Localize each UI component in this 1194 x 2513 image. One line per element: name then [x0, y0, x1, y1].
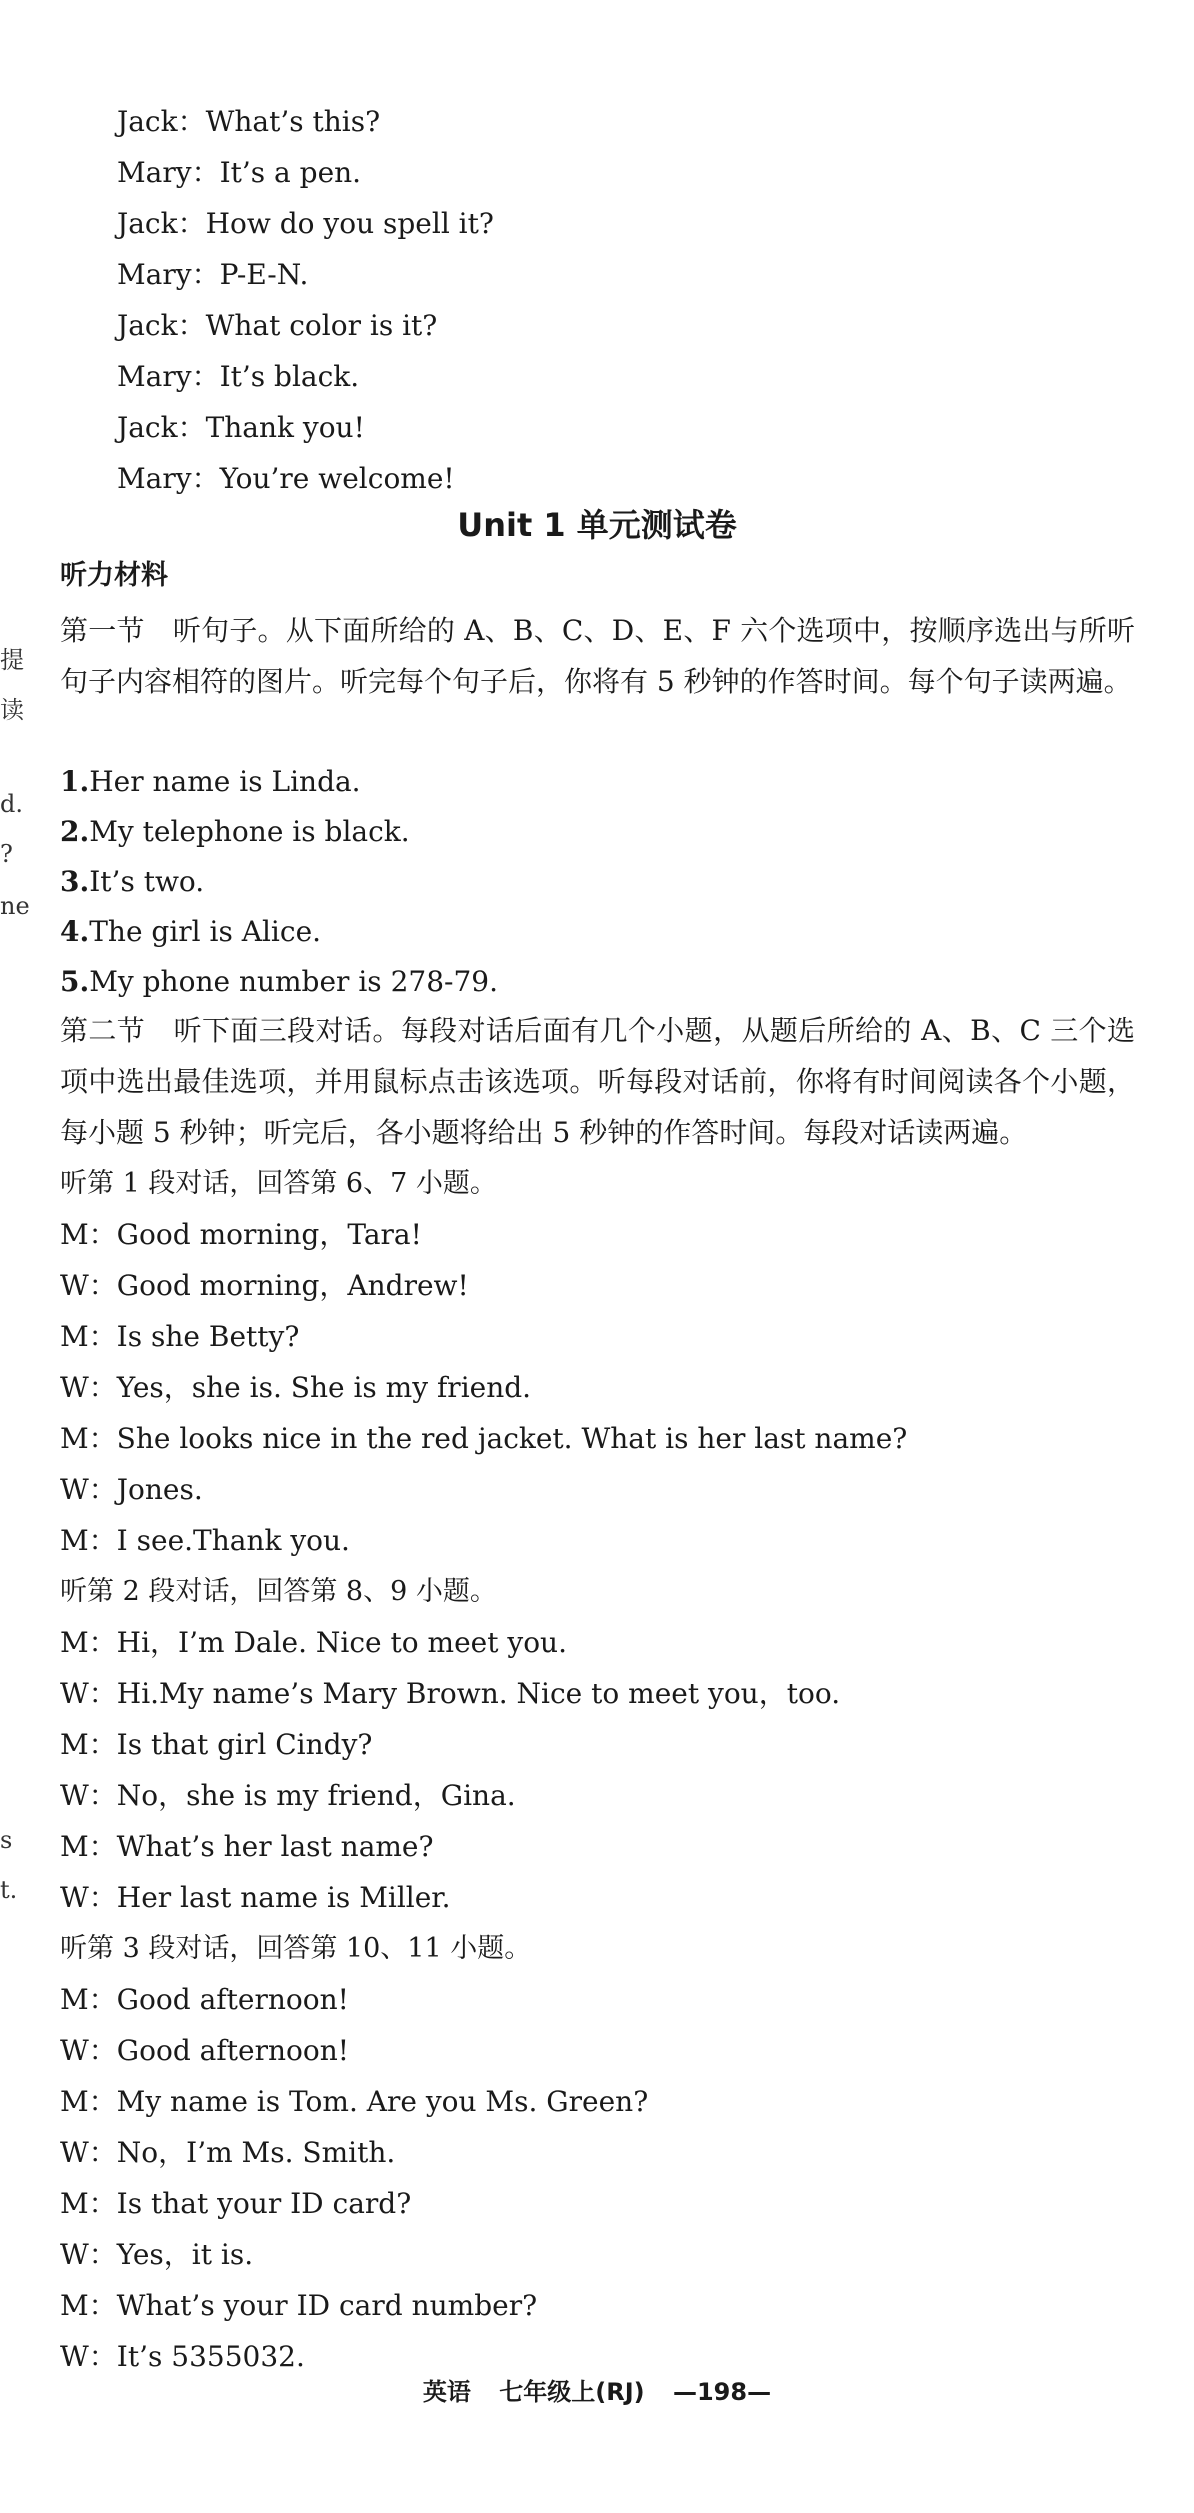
dialogue-line: M：Hi，I’m Dale. Nice to meet you. [60, 1626, 567, 1659]
margin-fragment: ne [0, 892, 30, 920]
section2-dialogues [60, 1158, 1135, 2382]
section1-items [60, 757, 1135, 1007]
section-heading: 听力材料 [60, 560, 168, 591]
dialogue-line: Jack：How do you spell it? [117, 207, 494, 240]
dialogue-line: W：No，I’m Ms. Smith. [60, 2136, 396, 2169]
margin-fragment: s [0, 1826, 13, 1854]
margin-fragment: 提 [0, 646, 24, 674]
dialogue-line: M：What’s your ID card number? [60, 2289, 538, 2322]
margin-fragment: ? [0, 840, 13, 868]
dialogue-line: Mary：It’s black. [117, 360, 360, 393]
item-number: 3. [60, 865, 90, 898]
dialogue-line: M：Is that girl Cindy? [60, 1728, 373, 1761]
dialogue-line: Jack：Thank you! [117, 411, 365, 444]
dialogue-line: M：I see.Thank you. [60, 1524, 350, 1557]
dialogue-line: Jack：What’s this? [117, 105, 381, 138]
dialogue-line: M：Is she Betty? [60, 1320, 300, 1353]
item-number: 4. [60, 915, 90, 948]
dialogue-line: M：My name is Tom. Are you Ms. Green? [60, 2085, 649, 2118]
dialogue-heading: 听第 1 段对话，回答第 6、7 小题。 [60, 1168, 497, 1199]
unit-title: Unit 1 单元测试卷 [457, 506, 737, 544]
item-text: It’s two. [89, 865, 205, 898]
dialogue-line: M：Is that your ID card? [60, 2187, 412, 2220]
margin-fragment: t. [0, 1876, 18, 1904]
list-item [60, 757, 1135, 807]
dialogue-line: Mary：It’s a pen. [117, 156, 362, 189]
dialogue-heading: 听第 2 段对话，回答第 8、9 小题。 [60, 1576, 497, 1607]
item-number: 5. [60, 965, 90, 998]
list-item [60, 807, 1135, 857]
item-text: Her name is Linda. [89, 765, 361, 798]
item-number: 1. [60, 765, 90, 798]
dialogue-line: Mary：P-E-N. [117, 258, 309, 291]
dialogue-line: M：What’s her last name? [60, 1830, 434, 1863]
page-number: —198— [672, 2378, 772, 2406]
dialogue-line: W：No，she is my friend，Gina. [60, 1779, 516, 1812]
section2-instruction: 第二节 听下面三段对话。每段对话后面有几个小题，从题后所给的 A、B、C 三个选项中选出最佳选项，并用鼠标点击该选项。听每段对话前，你将有时间阅读各个小题，每小题 5 秒钟；听完后，各小题将给出 5 秒钟的作答时间。每段对话读两遍。 [60, 1014, 1135, 1149]
dialogue-line: W：Hi.My name’s Mary Brown. Nice to meet you，too. [60, 1677, 841, 1710]
item-text: My phone number is 278-79. [89, 965, 498, 998]
list-item [60, 907, 1135, 957]
dialogue-line: M：Good morning，Tara! [60, 1218, 422, 1251]
section1-instruction: 第一节 听句子。从下面所给的 A、B、C、D、E、F 六个选项中，按顺序选出与所听句子内容相符的图片。听完每个句子后，你将有 5 秒钟的作答时间。每个句子读两遍。 [60, 614, 1135, 698]
dialogue-line: M：She looks nice in the red jacket. What is her last name? [60, 1422, 908, 1455]
item-text: The girl is Alice. [89, 915, 322, 948]
dialogue-line: W：Jones. [60, 1473, 203, 1506]
dialogue-line: Mary：You’re welcome! [117, 462, 455, 495]
dialogue-line: W：It’s 5355032. [60, 2340, 305, 2373]
margin-fragment: d. [0, 790, 23, 818]
margin-fragment: 读 [0, 696, 24, 724]
footer-subject: 英语 [422, 2378, 471, 2406]
dialogue-heading: 听第 3 段对话，回答第 10、11 小题。 [60, 1933, 532, 1964]
dialogue-line: W：Yes，it is. [60, 2238, 254, 2271]
dialogue-line: W：Her last name is Miller. [60, 1881, 451, 1914]
dialogue-line: W：Good morning，Andrew! [60, 1269, 469, 1302]
item-number: 2. [60, 815, 90, 848]
dialogue-line: W：Good afternoon! [60, 2034, 349, 2067]
dialogue-line: Jack：What color is it? [117, 309, 438, 342]
dialogue-line: W：Yes，she is. She is my friend. [60, 1371, 532, 1404]
dialogue-line: M：Good afternoon! [60, 1983, 349, 2016]
list-item [60, 957, 1135, 1007]
top-dialogue [117, 96, 1117, 504]
footer-grade: 七年级上(RJ) [499, 2378, 645, 2406]
list-item [60, 857, 1135, 907]
page-footer [0, 2372, 1194, 2412]
item-text: My telephone is black. [89, 815, 410, 848]
